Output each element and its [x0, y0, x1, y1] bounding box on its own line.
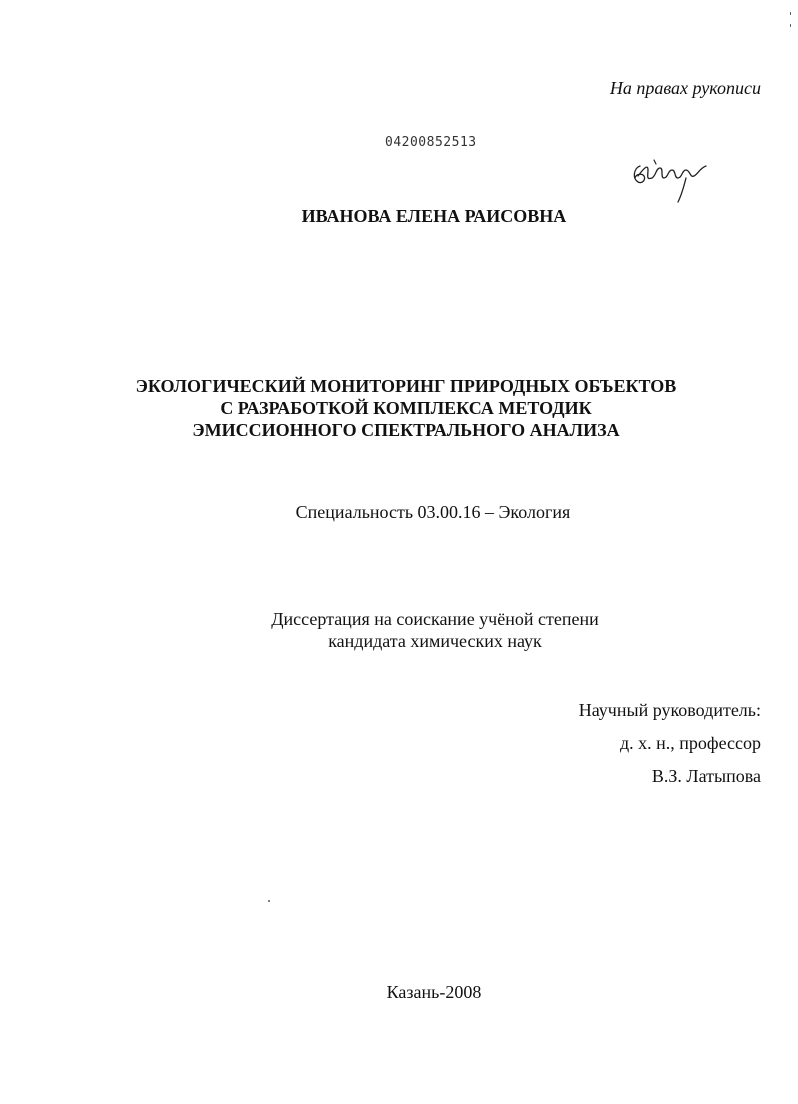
title-line: С РАЗРАБОТКОЙ КОМПЛЕКСА МЕТОДИК [220, 398, 592, 418]
advisor-label: Научный руководитель: [578, 700, 761, 720]
handwritten-signature [626, 156, 716, 206]
dissertation-title [0, 375, 798, 441]
scan-speck [790, 12, 791, 15]
author-name: ИВАНОВА ЕЛЕНА РАИСОВНА [301, 206, 567, 226]
scan-speck [790, 24, 791, 27]
title-line: ЭМИССИОННОГО СПЕКТРАЛЬНОГО АНАЛИЗА [192, 420, 620, 440]
degree-line-2: кандидата химических наук [328, 631, 542, 651]
city-year: Казань-2008 [386, 982, 482, 1002]
title-line: ЭКОЛОГИЧЕСКИЙ МОНИТОРИНГ ПРИРОДНЫХ ОБЪЕКТОВ [135, 376, 677, 396]
scan-speck [268, 900, 270, 902]
advisor-block [579, 694, 761, 793]
specialty: Специальность 03.00.16 – Экология [295, 502, 571, 522]
advisor-name: В.З. Латыпова [651, 766, 761, 786]
degree-line-1: Диссертация на соискание учёной степени [271, 609, 599, 629]
document-number: 04200852513 [385, 135, 477, 150]
rights-notice: На правах рукописи [609, 78, 761, 98]
degree-statement [0, 608, 798, 652]
signature-icon [626, 156, 716, 206]
advisor-degree: д. х. н., профессор [619, 733, 761, 753]
